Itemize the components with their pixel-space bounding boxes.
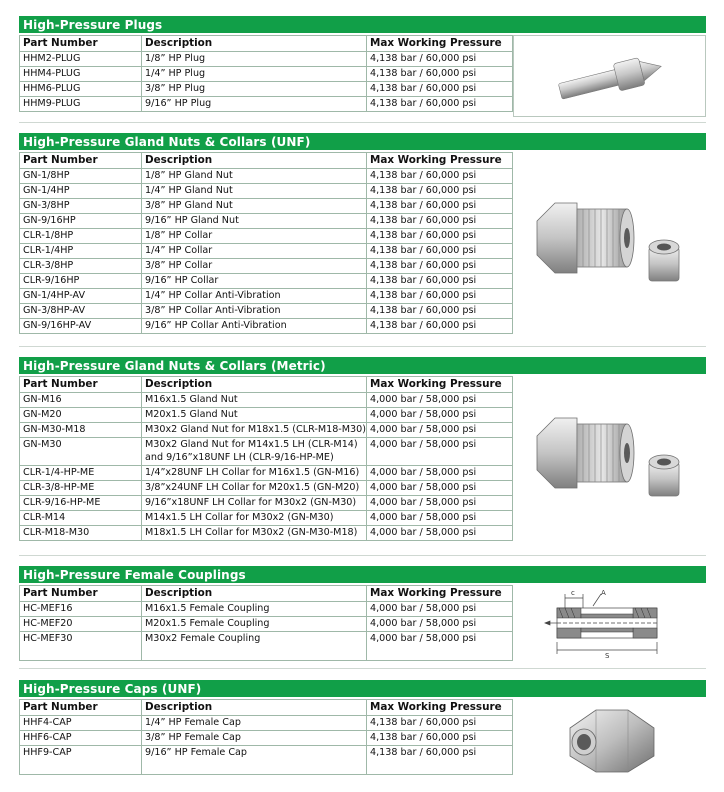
max-pressure: 4,138 bar / 60,000 psi [367,289,513,304]
part-number: GN-1/8HP [20,169,142,184]
column-header-max-pressure: Max Working Pressure [367,700,513,716]
max-pressure: 4,000 bar / 58,000 psi [367,602,513,617]
part-number: HC-MEF20 [20,617,142,632]
table-row [20,438,513,466]
description: M14x1.5 LH Collar for M30x2 (GN-M30) [142,511,367,526]
table-row [20,602,513,617]
plug-icon [513,35,706,117]
table-row [20,244,513,259]
description: 3/8” HP Gland Nut [142,199,367,214]
max-pressure: 4,000 bar / 58,000 psi [367,423,513,438]
table-row [20,617,513,632]
part-number: HHF6-CAP [20,731,142,746]
table-row [20,716,513,731]
column-header-part-number: Part Number [20,586,142,602]
part-number: GN-3/8HP [20,199,142,214]
parts-table [19,152,513,334]
description: 1/8” HP Plug [142,52,367,67]
table-row [20,169,513,184]
part-number: CLR-M14 [20,511,142,526]
max-pressure: 4,138 bar / 60,000 psi [367,214,513,229]
section-plugs [19,16,706,112]
max-pressure: 4,138 bar / 60,000 psi [367,82,513,97]
description: 9/16” HP Gland Nut [142,214,367,229]
table-header-row [20,153,513,169]
max-pressure: 4,138 bar / 60,000 psi [367,169,513,184]
table-row [20,82,513,97]
max-pressure: 4,000 bar / 58,000 psi [367,511,513,526]
part-number: CLR-9/16HP [20,274,142,289]
part-number: CLR-1/8HP [20,229,142,244]
column-header-max-pressure: Max Working Pressure [367,153,513,169]
section-title: High-Pressure Plugs [19,16,706,35]
column-header-max-pressure: Max Working Pressure [367,586,513,602]
part-number: GN-1/4HP-AV [20,289,142,304]
table-row [20,214,513,229]
table-row [20,423,513,438]
description: 9/16” HP Plug [142,97,367,112]
divider [19,346,706,347]
description: M18x1.5 LH Collar for M30x2 (GN-M30-M18) [142,526,367,541]
description: M30x2 Gland Nut for M18x1.5 (CLR-M18-M30) [142,423,367,438]
part-number: GN-M16 [20,393,142,408]
description: 1/4” HP Collar Anti-Vibration [142,289,367,304]
section-female-couplings [19,566,706,661]
coupling-drawing-icon [513,585,706,663]
table-row [20,746,513,775]
description: 9/16”x18UNF LH Collar for M30x2 (GN-M30) [142,496,367,511]
column-header-description: Description [142,377,367,393]
gland-nut-collar-icon [513,152,706,330]
column-header-description: Description [142,153,367,169]
max-pressure: 4,138 bar / 60,000 psi [367,244,513,259]
description: 1/4” HP Plug [142,67,367,82]
part-number: HHM6-PLUG [20,82,142,97]
parts-table [19,699,513,775]
description: 1/4” HP Female Cap [142,716,367,731]
part-number: CLR-1/4-HP-ME [20,466,142,481]
table-row [20,304,513,319]
parts-table [19,376,513,541]
part-number: CLR-3/8-HP-ME [20,481,142,496]
column-header-max-pressure: Max Working Pressure [367,377,513,393]
max-pressure: 4,138 bar / 60,000 psi [367,199,513,214]
table-row [20,511,513,526]
table-row [20,466,513,481]
table-row [20,481,513,496]
max-pressure: 4,000 bar / 58,000 psi [367,481,513,496]
table-row [20,274,513,289]
max-pressure: 4,000 bar / 58,000 psi [367,617,513,632]
table-row [20,229,513,244]
table-row [20,526,513,541]
column-header-part-number: Part Number [20,700,142,716]
drawing-label-a: A [600,589,606,597]
table-row [20,259,513,274]
column-header-part-number: Part Number [20,153,142,169]
description: 1/8” HP Collar [142,229,367,244]
part-number: HHF9-CAP [20,746,142,775]
description: 9/16” HP Collar Anti-Vibration [142,319,367,334]
max-pressure: 4,138 bar / 60,000 psi [367,97,513,112]
column-header-description: Description [142,36,367,52]
part-number: HHM2-PLUG [20,52,142,67]
section-title: High-Pressure Caps (UNF) [19,680,706,699]
max-pressure: 4,138 bar / 60,000 psi [367,731,513,746]
max-pressure: 4,000 bar / 58,000 psi [367,466,513,481]
table-row [20,67,513,82]
table-row [20,289,513,304]
description: 3/8” HP Plug [142,82,367,97]
description: 3/8”x24UNF LH Collar for M20x1.5 (GN-M20) [142,481,367,496]
max-pressure: 4,138 bar / 60,000 psi [367,274,513,289]
max-pressure: 4,000 bar / 58,000 psi [367,526,513,541]
section-title: High-Pressure Gland Nuts & Collars (UNF) [19,133,706,152]
part-number: CLR-M18-M30 [20,526,142,541]
table-header-row [20,377,513,393]
table-header-row [20,700,513,716]
part-number: GN-M30-M18 [20,423,142,438]
description: M16x1.5 Gland Nut [142,393,367,408]
part-number: HHM4-PLUG [20,67,142,82]
part-number: CLR-3/8HP [20,259,142,274]
table-header-row [20,586,513,602]
description: M16x1.5 Female Coupling [142,602,367,617]
description: 1/4” HP Collar [142,244,367,259]
part-number: GN-M30 [20,438,142,466]
part-number: CLR-9/16-HP-ME [20,496,142,511]
description: M20x1.5 Female Coupling [142,617,367,632]
column-header-part-number: Part Number [20,36,142,52]
part-number: GN-9/16HP-AV [20,319,142,334]
part-number: HC-MEF30 [20,632,142,661]
description: 1/4”x28UNF LH Collar for M16x1.5 (GN-M16) [142,466,367,481]
description: 1/4” HP Gland Nut [142,184,367,199]
description: 9/16” HP Collar [142,274,367,289]
column-header-description: Description [142,700,367,716]
section-gland-nuts-metric [19,357,706,541]
column-header-description: Description [142,586,367,602]
part-number: GN-3/8HP-AV [20,304,142,319]
table-row [20,496,513,511]
part-number: CLR-1/4HP [20,244,142,259]
max-pressure: 4,138 bar / 60,000 psi [367,67,513,82]
max-pressure: 4,138 bar / 60,000 psi [367,52,513,67]
table-row [20,97,513,112]
description: 3/8” HP Female Cap [142,731,367,746]
section-caps-unf [19,680,706,775]
max-pressure: 4,000 bar / 58,000 psi [367,393,513,408]
description: 9/16” HP Female Cap [142,746,367,775]
description: M30x2 Female Coupling [142,632,367,661]
max-pressure: 4,138 bar / 60,000 psi [367,229,513,244]
divider [19,122,706,123]
max-pressure: 4,138 bar / 60,000 psi [367,304,513,319]
max-pressure: 4,138 bar / 60,000 psi [367,184,513,199]
table-row [20,319,513,334]
table-row [20,199,513,214]
table-row [20,393,513,408]
part-number: HHM9-PLUG [20,97,142,112]
description: 3/8” HP Collar [142,259,367,274]
section-title: High-Pressure Female Couplings [19,566,706,585]
max-pressure: 4,000 bar / 58,000 psi [367,496,513,511]
part-number: GN-9/16HP [20,214,142,229]
max-pressure: 4,000 bar / 58,000 psi [367,408,513,423]
divider [19,668,706,669]
description: 1/8” HP Gland Nut [142,169,367,184]
max-pressure: 4,138 bar / 60,000 psi [367,716,513,731]
max-pressure: 4,138 bar / 60,000 psi [367,319,513,334]
column-header-max-pressure: Max Working Pressure [367,36,513,52]
part-number: GN-1/4HP [20,184,142,199]
max-pressure: 4,000 bar / 58,000 psi [367,632,513,661]
section-title: High-Pressure Gland Nuts & Collars (Metric) [19,357,706,376]
divider [19,555,706,556]
parts-table [19,585,513,661]
cap-icon [513,699,706,779]
table-header-row [20,36,513,52]
part-number: HHF4-CAP [20,716,142,731]
column-header-part-number: Part Number [20,377,142,393]
description: M30x2 Gland Nut for M14x1.5 LH (CLR-M14) and 9/16”x18UNF LH (CLR-9/16-HP-ME) [142,438,367,466]
max-pressure: 4,138 bar / 60,000 psi [367,746,513,775]
gland-nut-collar-icon [513,376,706,538]
drawing-label-s: S [604,652,609,660]
drawing-label-c: c [570,589,575,597]
description: M20x1.5 Gland Nut [142,408,367,423]
table-row [20,731,513,746]
part-number: HC-MEF16 [20,602,142,617]
table-row [20,632,513,661]
parts-table [19,35,513,112]
description: 3/8” HP Collar Anti-Vibration [142,304,367,319]
part-number: GN-M20 [20,408,142,423]
table-row [20,52,513,67]
section-gland-nuts-unf [19,133,706,334]
table-row [20,408,513,423]
max-pressure: 4,000 bar / 58,000 psi [367,438,513,466]
table-row [20,184,513,199]
max-pressure: 4,138 bar / 60,000 psi [367,259,513,274]
